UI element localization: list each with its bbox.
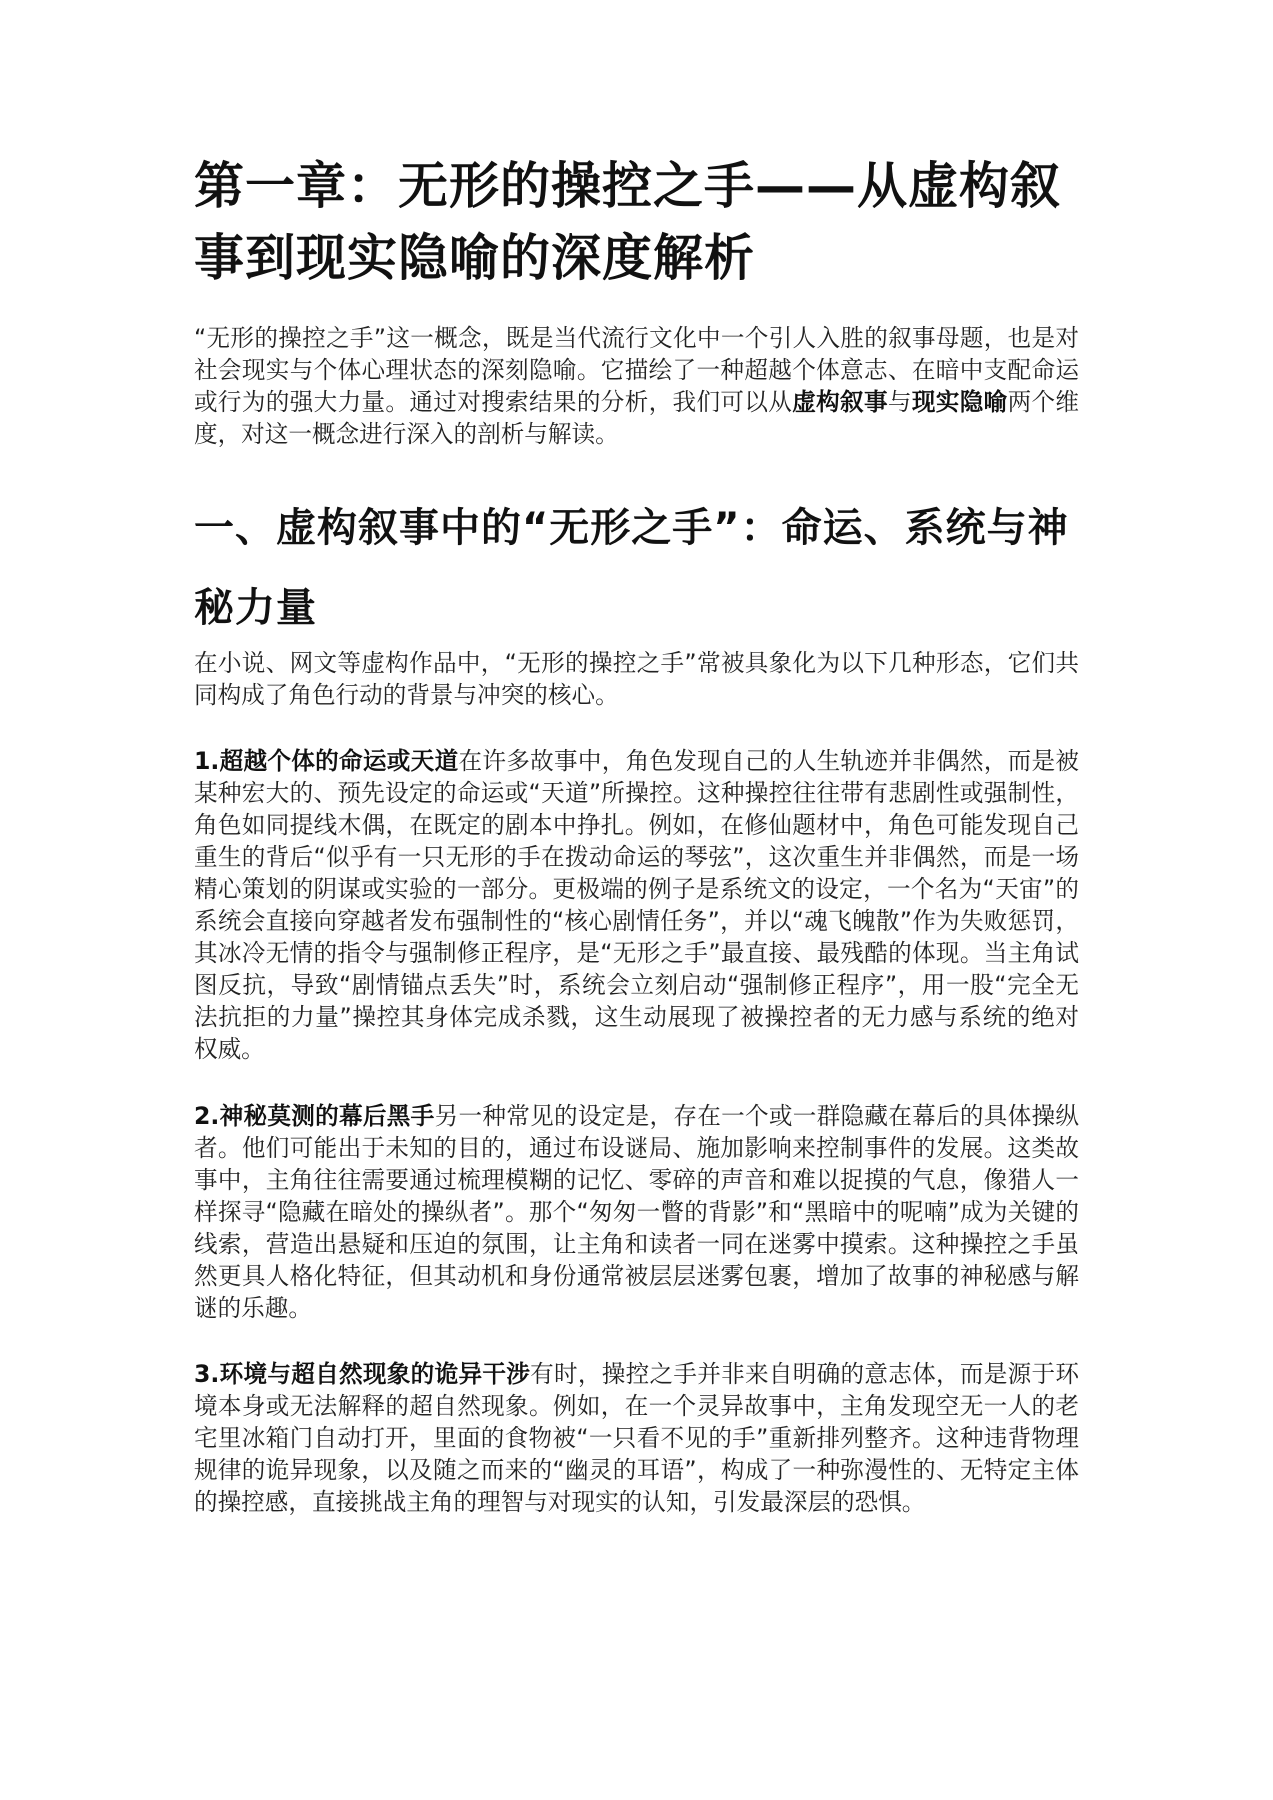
list-item [194, 745, 1079, 1065]
intro-bold-reality: 现实隐喻 [911, 388, 1008, 416]
list-item-title: 3.环境与超自然现象的诡异干涉 [194, 1360, 531, 1388]
intro-text-before: “无形的操控之手”这一概念，既是当代流行文化中一个引人入胜的叙事母题，也是对社会现实与个体心理状态的深刻隐喻。它描绘了一种超越个体意志、在暗中支配命运或行为的强大力量。通过对搜索结果的分析，我们可以从 [194, 324, 1079, 416]
chapter-title: 第一章：无形的操控之手——从虚构叙事到现实隐喻的深度解析 [194, 157, 1061, 287]
list-item-text: 在许多故事中，角色发现自己的人生轨迹并非偶然，而是被某种宏大的、预先设定的命运或“天道”所操控。这种操控往往带有悲剧性或强制性，角色如同提线木偶，在既定的剧本中挣扎。例如，在修仙题材中，角色可能发现自己重生的背后“似乎有一只无形的手在拨动命运的琴弦”，这次重生并非偶然，而是一场精心策划的阴谋或实验的一部分。更极端的例子是系统文的设定，一个名为“天宙”的系统会直接向穿越者发布强制性的“核心剧情任务”，并以“魂飞魄散”作为失败惩罚，其冰冷无情的指令与强制修正程序，是“无形之手”最直接、最残酷的体现。当主角试图反抗，导致“剧情锚点丢失”时，系统会立刻启动“强制修正程序”，用一股“完全无法抗拒的力量”操控其身体完成杀戮，这生动展现了被操控者的无力感与系统的绝对权威。 [194, 747, 1079, 1063]
intro-text-after: 两个维度，对这一概念进行深入的剖析与解读。 [194, 388, 1080, 448]
list-item [194, 1100, 1079, 1324]
intro-paragraph [194, 322, 1079, 450]
section-heading: 一、虚构叙事中的“无形之手”：命运、系统与神秘力量 [194, 505, 1069, 631]
list-item-title: 1.超越个体的命运或天道 [194, 747, 459, 775]
intro-bold-fiction: 虚构叙事 [792, 388, 888, 416]
intro-text-mid: 与 [887, 388, 912, 416]
list-item-title: 2.神秘莫测的幕后黑手 [194, 1102, 435, 1130]
list-item [194, 1358, 1079, 1518]
section-lead-paragraph: 在小说、网文等虚构作品中，“无形的操控之手”常被具象化为以下几种形态，它们共同构成了角色行动的背景与冲突的核心。 [194, 649, 1079, 709]
list-item-text: 有时，操控之手并非来自明确的意志体，而是源于环境本身或无法解释的超自然现象。例如，在一个灵异故事中，主角发现空无一人的老宅里冰箱门自动打开，里面的食物被“一只看不见的手”重新排列整齐。这种违背物理规律的诡异现象，以及随之而来的“幽灵的耳语”，构成了一种弥漫性的、无特定主体的操控感，直接挑战主角的理智与对现实的认知，引发最深层的恐惧。 [194, 1360, 1079, 1516]
list-item-text: 另一种常见的设定是，存在一个或一群隐藏在幕后的具体操纵者。他们可能出于未知的目的，通过布设谜局、施加影响来控制事件的发展。这类故事中，主角往往需要通过梳理模糊的记忆、零碎的声音和难以捉摸的气息，像猎人一样探寻“隐藏在暗处的操纵者”。那个“匆匆一瞥的背影”和“黑暗中的呢喃”成为关键的线索，营造出悬疑和压迫的氛围，让主角和读者一同在迷雾中摸索。这种操控之手虽然更具人格化特征，但其动机和身份通常被层层迷雾包裹，增加了故事的神秘感与解谜的乐趣。 [194, 1102, 1079, 1322]
